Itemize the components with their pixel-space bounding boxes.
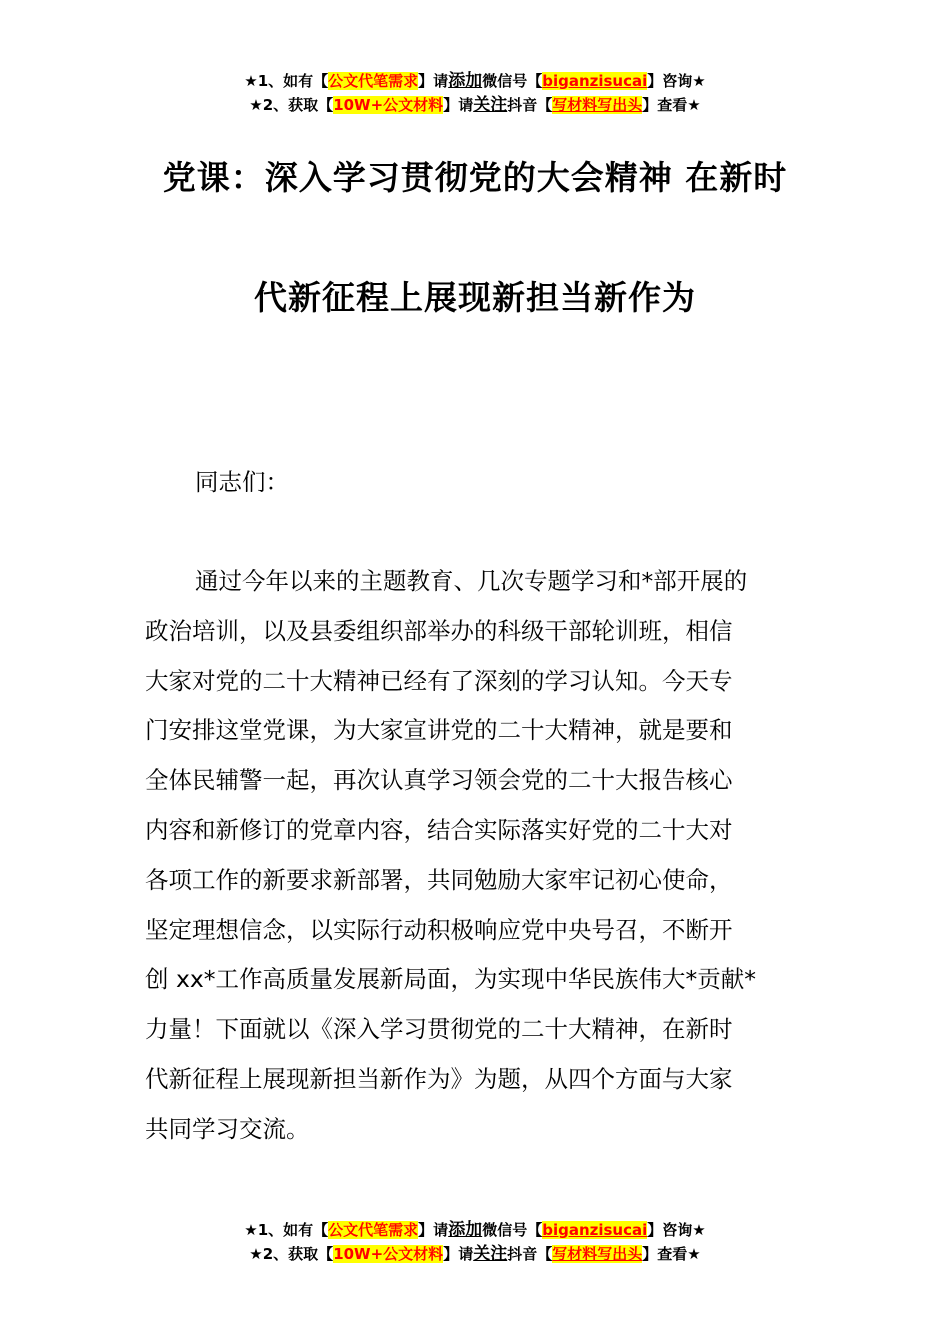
paragraph-line: 大家对党的二十大精神已经有了深刻的学习认知。今天专 [145, 666, 733, 695]
paragraph-line: 政治培训，以及县委组织部举办的科级干部轮训班，相信 [145, 616, 733, 645]
ad-line-2 [0, 1242, 950, 1266]
ad-text: ★1、如有【 [244, 1221, 329, 1239]
ad-line-1 [0, 69, 950, 93]
paragraph-line: 坚定理想信念，以实际行动积极响应党中央号召，不断开 [145, 915, 733, 944]
ad-text: 】咨询★ [647, 1221, 706, 1239]
ad-line-2 [0, 93, 950, 117]
paragraph-line: 创 xx*工作高质量发展新局面，为实现中华民族伟大*贡献* [145, 965, 757, 994]
footer-ad [0, 1218, 950, 1266]
ad-emphasis: 添加 [448, 71, 483, 91]
ad-highlight: 公文代笔需求 [328, 1221, 419, 1239]
ad-text: 】请 [418, 1221, 449, 1239]
ad-text: 】请 [443, 1245, 474, 1263]
greeting: 同志们： [195, 468, 289, 496]
ad-text: 】查看★ [642, 1245, 701, 1263]
ad-emphasis: 关注 [473, 95, 508, 115]
ad-text: ★2、获取【 [249, 1245, 334, 1263]
ad-text: 】请 [443, 96, 474, 114]
ad-highlight: 公文代笔需求 [328, 72, 419, 90]
ad-emphasis: 关注 [473, 1244, 508, 1264]
header-ad [0, 69, 950, 117]
ad-text: 抖音【 [507, 1245, 553, 1263]
paragraph-line: 通过今年以来的主题教育、几次专题学习和*部开展的 [195, 567, 748, 595]
paragraph-line: 力量！下面就以《深入学习贯彻党的二十大精神，在新时 [145, 1015, 733, 1044]
paragraph-line: 共同学习交流。 [145, 1114, 310, 1143]
ad-line-1 [0, 1218, 950, 1242]
ad-text: ★1、如有【 [244, 72, 329, 90]
ad-emphasis: 添加 [448, 1220, 483, 1240]
ad-highlight: 10W+公文材料 [333, 1245, 444, 1263]
document-title-line-2: 代新征程上展现新担当新作为 [254, 278, 696, 317]
paragraph-line: 代新征程上展现新担当新作为》为题，从四个方面与大家 [145, 1064, 733, 1093]
douyin-id: 写材料写出头 [552, 1245, 643, 1263]
douyin-id: 写材料写出头 [552, 96, 643, 114]
document-title-line-1: 党课：深入学习贯彻党的大会精神 在新时 [162, 158, 788, 197]
ad-text: 微信号【 [482, 1221, 543, 1239]
ad-text: 抖音【 [507, 96, 553, 114]
ad-text: 】查看★ [642, 96, 701, 114]
paragraph-line: 全体民辅警一起，再次认真学习领会党的二十大报告核心 [145, 766, 733, 795]
ad-highlight: 10W+公文材料 [333, 96, 444, 114]
paragraph-line: 各项工作的新要求新部署，共同勉励大家牢记初心使命， [145, 865, 733, 894]
paragraph-line: 门安排这堂党课，为大家宣讲党的二十大精神，就是要和 [145, 716, 733, 745]
paragraph-line: 内容和新修订的党章内容，结合实际落实好党的二十大对 [145, 815, 733, 844]
wechat-id: biganzisucai [542, 72, 648, 90]
ad-text: 】请 [418, 72, 449, 90]
ad-text: 微信号【 [482, 72, 543, 90]
ad-text: ★2、获取【 [249, 96, 334, 114]
ad-text: 】咨询★ [647, 72, 706, 90]
body-paragraph [145, 557, 815, 1155]
wechat-id: biganzisucai [542, 1221, 648, 1239]
